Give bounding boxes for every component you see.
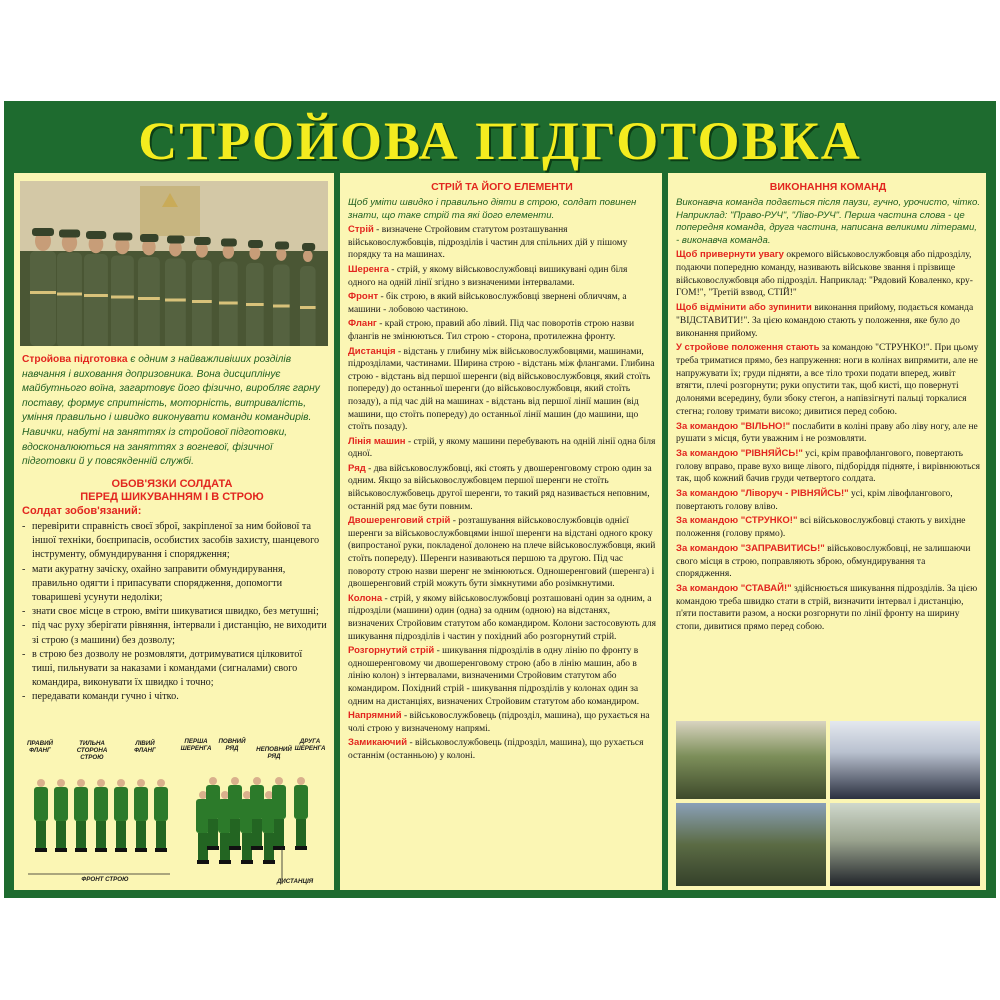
term-text: - край строю, правий або лівий. Під час поворотів строю назви флангів не змінюються. Тил строю - сторона, протилежна фронту. [348,319,635,342]
term-definition [348,264,656,289]
soldier-figure [294,777,308,850]
command-lead: За командою "ЗАПРАВИТИСЬ!" [676,542,825,554]
command-lead: За командою "СТРУНКО!" [676,515,798,527]
command-paragraph [676,515,980,540]
duties-heading [22,478,322,504]
label-incomplete-row: НЕПОВНИЙ РЯД [256,746,292,760]
soldiers-berets-photo [676,803,826,886]
label-distance: ДИСТАНЦІЯ [276,878,314,885]
soldier-figure [114,779,128,852]
intro-text: є одним з найважливіших розділів навчання і виховання допризовника. Вона дисциплінує майбутнього воїна, загартовує його фізично, виробляє гарну поставу, формує спритність, моторність, витривалість, уміння правильно і швидко виконувати команди командирів. Навички, набуті на заняттях із стройової підготовки, вдосконалюються на заняттях з вогневої, фізичної підготовки й у повсякденній службі. [22,354,320,468]
term-definition [348,593,656,643]
command-lead: Щоб відмінити або зупинити [676,302,812,314]
poster [4,101,996,898]
term-text: - бік строю, в який військовослужбовці звернені обличчям, а машини - лобовою частиною. [348,292,627,315]
command-paragraph [676,583,980,634]
term-definition [348,318,656,343]
honor-guard-photo [830,721,980,799]
duty-item: - перевірити справність своєї зброї, закріпленої за ним бойової та іншої техніки, боєприпасів, особистих засобів захисту, шанцевого інструменту, обмундирування і спорядження; [22,520,327,563]
term-text: - два військовослужбовці, які стоять у двошеренговому строю один за одним. Якщо за військовослужбовцем першої шеренги не стоїть військовослужбовець другої шеренги, то такий ряд називається неповним, останній ряд має бути повним. [348,463,652,512]
term-text: - військовослужбовець (підрозділ, машина), що рухається останнім (останньою) у колоні. [348,738,644,761]
single-rank-figures [34,779,168,852]
label-front: ФРОНТ СТРОЮ [81,876,129,883]
soldier-figure [34,779,48,852]
intro-lead: Стройова підготовка [22,354,128,365]
command-text: військовослужбовці, не залишаючи свого місця в строю, поправляють зброю, обмундирування та спорядження. [676,543,971,580]
command-paragraph [676,249,980,300]
intro-paragraph [22,353,322,470]
duties-intro: Солдат зобов'язаний: [22,505,142,517]
middle-panel [340,173,662,890]
label-second-rank: ДРУГА ШЕРЕНГА [294,738,326,752]
command-lead: Щоб привернути увагу [676,249,784,261]
soldier-figure [134,779,148,852]
term-name: Шеренга [348,263,389,275]
term-text: - відстань у глибину між військовослужбовцями, машинами, підрозділами, частинами. Ширина строю - відстань між флангами. Глибина строю - відстань від першої шеренги (від військовослужбовця, який стоїть попереду) до останньої шеренги (до військовослужбовця, який стоїть позаду), а під час дій на машинах - відстань від першої лінії машин (від машини, що стоїть попереду) до останньої лінії машин (до машини, що стоїть позаду). [348,346,655,433]
term-definition [348,436,656,461]
term-text: - стрій, у якому машини перебувають на одній лінії одна біля одної. [348,436,656,460]
duty-item: - в строю без дозволу не розмовляти, дотримуватися цілковитої тиші, пильнувати за наказами і командами (сигналами) свого командира, виконувати їх швидко і точно; [22,648,327,691]
right-title: ВИКОНАННЯ КОМАНД [769,181,887,193]
command-text: виконання прийому, подається команда "ВІДСТАВИТИ!". За цією командою стають у положення, яке було до виконання прийому. [676,303,974,339]
term-name: Фланг [348,318,377,330]
parade-column-photo [676,721,826,799]
term-name: Фронт [348,291,379,303]
terms-list [348,224,656,762]
term-definition [348,737,656,762]
command-lead: За командою "РІВНЯЙСЬ!" [676,447,803,459]
command-lead: У стройове положення стають [676,342,820,354]
term-name: Замикаючий [348,737,408,749]
command-paragraph [676,448,980,486]
term-text: - розташування військовослужбовців однієї шеренги за військовослужбовцями іншої шеренги на відстані одного кроку (випростаної руки, покладеної долонею на плече військовослужбовця, який стоїть попереду). Шеренги називаються першою та другою. Під час повороту строю назви шеренг не змінюються. Одношеренговий (шеренга) і двошеренговий стрій можуть бути зімкнутими або розімкнутими. [348,516,656,590]
term-definition [348,346,656,434]
term-text: - визначене Стройовим статутом розташування військовослужбовців, підрозділів і частин для спільних дій у пішому порядку та на машинах. [348,225,628,261]
soldier-figure [54,779,68,852]
term-name: Дистанція [348,345,396,357]
command-text: за командою "СТРУНКО!". При цьому треба триматися прямо, без напруження: ноги в колінах випрямити, але не напружувати їх; груди підняти, а все тіло трохи подати вперед, живіт втягти, плечі розгорнути; руки опустити так, щоб кисті, що повернуті долонями всередину, були збоку стегон, а напівзігнуті пальці торкалися стегна; голову тримати високо; дивитися перед собою. [676,343,979,417]
soldier-figure [74,779,88,852]
left-panel [14,173,334,890]
term-definition [348,645,656,708]
term-definition [348,224,656,262]
duty-item: - передавати команди гучно і чітко. [22,690,327,704]
soldier-figure [272,777,286,850]
command-text: всі військовослужбовці стають у вихідне положення (голову прямо). [676,516,966,540]
term-name: Розгорнутий стрій [348,645,435,657]
soldier-figure [94,779,108,852]
label-left-flank: ЛІВИЙ ФЛАНГ [134,740,156,754]
command-paragraph [676,488,980,513]
duty-item: - під час руху зберігати рівняння, інтервали і дистанцію, не виходити зі строю (з машини) без дозволу; [22,619,327,647]
commands-list [676,249,980,633]
soldier-figure [206,777,220,850]
term-name: Двошеренговий стрій [348,515,451,527]
formation-diagram [20,738,330,888]
label-full-row: ПОВНИЙ РЯД [218,738,246,752]
duty-item: - мати акуратну зачіску, охайно заправити обмундирування, правильно одягти і припасувати спорядження, допомогти товаришеві усунути недоліки; [22,563,327,606]
duties-heading-line2: ПЕРЕД ШИКУВАННЯМ І В СТРОЮ [80,491,264,503]
term-text: - військовослужбовець (підрозділ, машина), що рухається на чолі строю у визначеному напрямі. [348,711,650,734]
command-lead: За командою "ВІЛЬНО!" [676,420,791,432]
marching-soldiers-photo [20,181,328,346]
term-definition [348,515,656,591]
right-photo-grid [676,721,980,886]
term-definition [348,291,656,316]
command-text: усі, крім правофлангового, повертають голову вправо, праве вухо вище лівого, підборіддя підняте, і вирівнюються так, щоб кожний бачив груди четвертого солдата. [676,448,980,485]
command-lead: За командою "Ліворуч - РІВНЯЙСЬ!" [676,488,849,500]
term-name: Ряд [348,462,366,474]
formation-figures [20,738,330,888]
command-lead: За командою "СТАВАЙ!" [676,582,792,594]
sailors-march-photo [830,803,980,886]
middle-intro: Щоб уміти швидко і правильно діяти в строю, солдат повинен знати, що таке стрій та які його елементи. [348,197,637,221]
poster-title: СТРОЙОВА ПІДГОТОВКА [138,111,862,171]
label-right-flank: ПРАВИЙ ФЛАНГ [26,740,54,754]
duty-item: - знати своє місце в строю, вміти шикуватися швидко, без метушні; [22,605,327,619]
label-first-rank: ПЕРША ШЕРЕНГА [180,738,212,752]
command-paragraph [676,543,980,581]
term-text: - стрій, у якому військовослужбовці вишикувані один біля одного на одній лінії згідно з визначеними інтервалами. [348,264,628,288]
command-text: послабити в коліні праву або ліву ногу, але не рушати з місця, бути уважним і не розмовляти. [676,421,978,445]
term-name: Колона [348,592,383,604]
middle-title: СТРІЙ ТА ЙОГО ЕЛЕМЕНТИ [431,181,573,193]
command-paragraph [676,342,980,418]
term-name: Лінія машин [348,435,406,447]
command-paragraph [676,302,980,340]
command-text: здійснюється шикування підрозділів. За цією командою треба швидко стати в стрій, визначити інтервал і дистанцію, п'яти поставити разом, а носки розгорнути по лінії фронту на ширину стопи, дивитися прямо перед собою. [676,583,978,633]
command-text: усі, крім лівофлангового, повертають голову вліво. [676,489,953,512]
command-paragraph [676,421,980,446]
double-rank-figures [196,777,308,864]
term-definition [348,710,656,735]
duties-heading-line1: ОБОВ'ЯЗКИ СОЛДАТА [111,478,233,490]
right-intro: Виконавча команда подається після паузи, гучно, урочисто, чітко. Наприклад: "Право-РУЧ", "Ліво-РУЧ". Перша частина слова - це попередня команда, друга частина, написана великими літерами, - виконавча команда. [676,197,981,246]
marching-soldiers-illustration [20,181,328,346]
term-name: Напрямний [348,710,402,722]
soldier-figure [228,777,242,850]
term-text: - стрій, у якому військовослужбовці розташовані один за одним, а підрозділи (машини) один (одна) за одним (одною) на відстанях, визначених Стройовим статутом або командиром. Колони застосовують для шикування підрозділів і частин у похідний або розгорнутий стрій. [348,593,657,642]
command-text: окремого військовослужбовця або підрозділу, подаючи попередню команду, називають військове звання і прізвище військовослужбовця або підрозділ. Наприклад: "Рядовий Коваленко, кру-ГОМ!", "Третій взвод, СТІЙ!" [676,250,973,299]
term-name: Стрій [348,224,374,236]
label-rear-side: ТИЛЬНА СТОРОНА СТРОЮ [76,740,108,761]
term-text: - шикування підрозділів в одну лінію по фронту в одношеренговому чи двошеренговому строю (або в лінію машин, або в лінію колон) з інтервалами, визначеними Стройовим статутом або командиром. Похідний стрій - шикування підрозділів у колонах один за одним на дистанціях, визначених Стройовим статутом або командиром. [348,646,640,707]
duties-list [22,520,327,705]
soldier-figure [154,779,168,852]
soldier-figure [250,777,264,850]
term-definition [348,463,656,513]
